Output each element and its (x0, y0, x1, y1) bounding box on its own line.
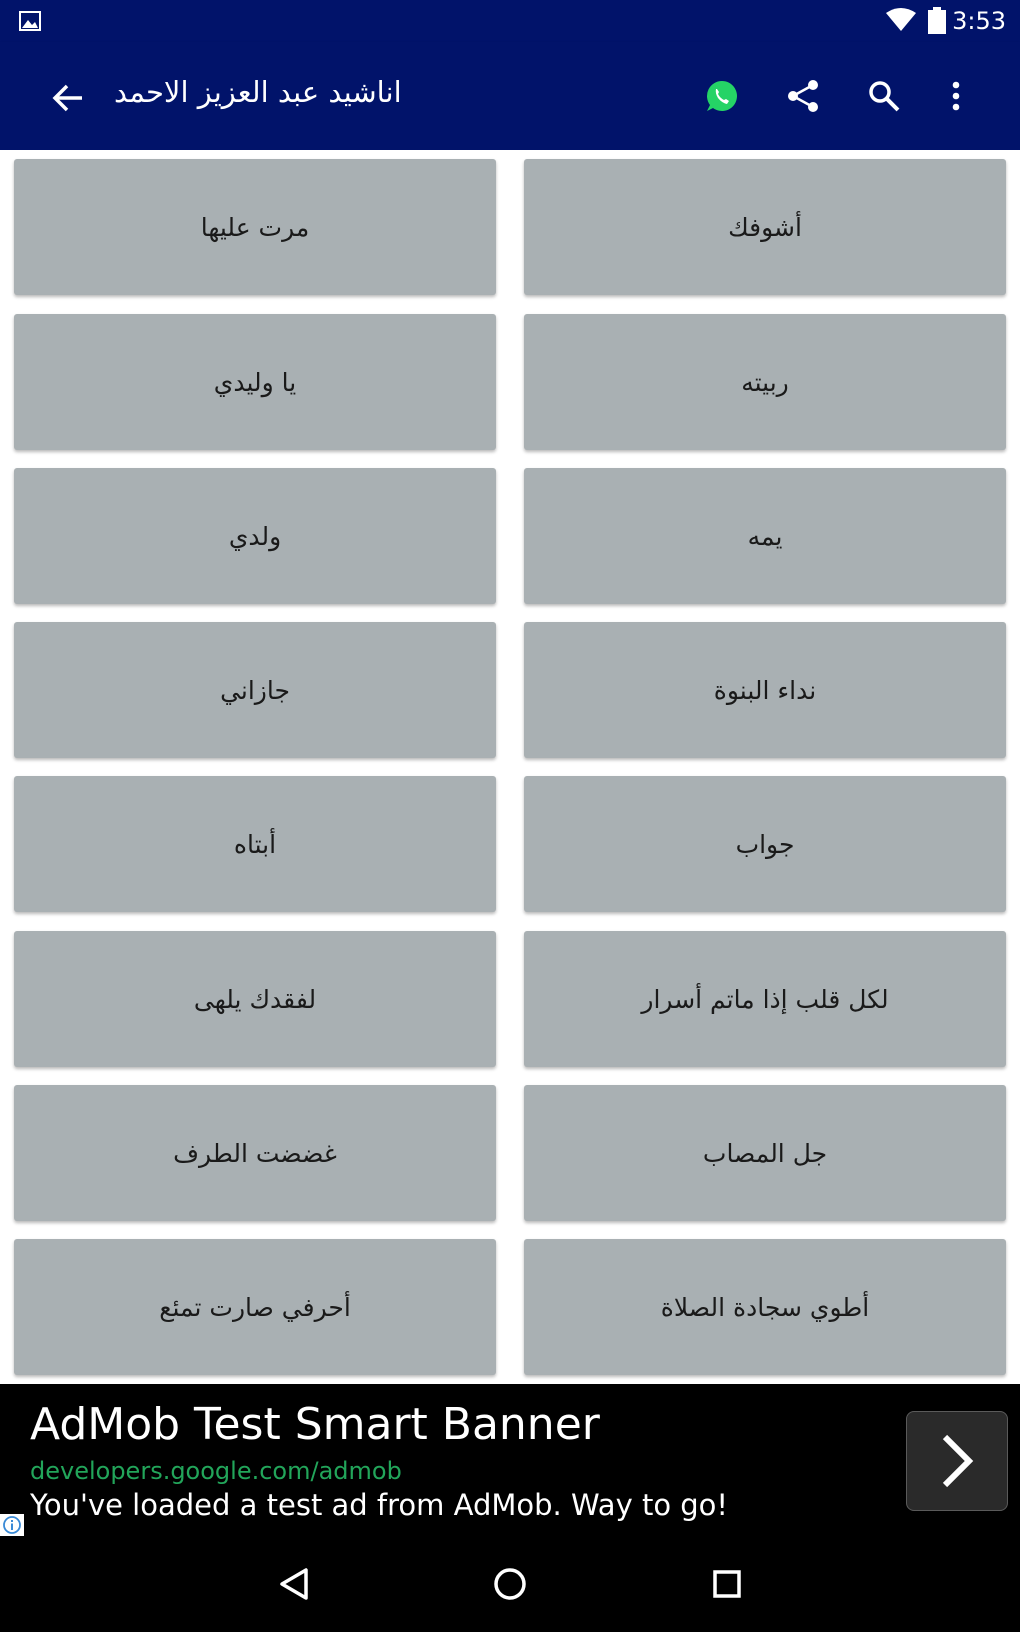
whatsapp-button[interactable] (696, 70, 748, 122)
back-button[interactable] (44, 74, 92, 122)
ad-title: AdMob Test Smart Banner (30, 1399, 600, 1450)
ad-description: You've loaded a test ad from AdMob. Way to go! (30, 1488, 729, 1522)
song-title: مرت عليها (200, 212, 310, 242)
overflow-menu-button[interactable] (930, 70, 982, 122)
song-card[interactable] (14, 931, 496, 1067)
song-card[interactable] (524, 159, 1006, 295)
song-card[interactable] (524, 1239, 1006, 1375)
status-clock: 3:53 (952, 7, 1006, 35)
system-nav-bar (0, 1536, 1020, 1632)
chevron-right-icon (937, 1433, 977, 1489)
song-card[interactable] (14, 159, 496, 295)
song-title: ربيته (741, 367, 789, 397)
song-grid (0, 150, 1020, 1384)
info-icon (2, 1515, 22, 1535)
app-bar (0, 42, 1020, 150)
song-title: أبتاه (233, 829, 277, 859)
ad-open-button[interactable] (906, 1411, 1008, 1511)
song-title: أشوفك (728, 212, 802, 242)
song-title: يا وليدي (213, 367, 297, 397)
song-title: أحرفي صارت تمئع (159, 1292, 351, 1322)
song-title: لكل قلب إذا ماتم أسرار (641, 984, 889, 1014)
song-title: لفقدك يلهى (193, 984, 317, 1014)
ad-info-icon[interactable] (0, 1514, 24, 1536)
song-card[interactable] (14, 622, 496, 758)
song-title: جل المصاب (702, 1138, 828, 1168)
gallery-icon (19, 11, 41, 31)
nav-back-button[interactable] (266, 1558, 322, 1610)
song-card[interactable] (524, 622, 1006, 758)
back-arrow-icon (52, 84, 84, 112)
page-title: اناشيد عبد العزيز الاحمد (114, 75, 402, 109)
nav-recents-button[interactable] (699, 1558, 755, 1610)
status-bar (0, 0, 1020, 42)
search-icon (868, 80, 900, 112)
song-title: نداء البنوة (713, 675, 817, 705)
ad-banner[interactable] (0, 1384, 1020, 1536)
share-icon (786, 79, 820, 113)
battery-icon (928, 7, 946, 34)
song-title: يمه (747, 521, 783, 551)
wifi-icon (886, 8, 916, 32)
song-card[interactable] (14, 1085, 496, 1221)
back-triangle-icon (279, 1567, 309, 1601)
song-card[interactable] (524, 776, 1006, 912)
song-card[interactable] (524, 1085, 1006, 1221)
ad-url[interactable]: developers.google.com/admob (30, 1457, 402, 1485)
nav-home-button[interactable] (482, 1558, 538, 1610)
more-vert-icon (951, 81, 961, 111)
song-card[interactable] (524, 468, 1006, 604)
search-button[interactable] (858, 70, 910, 122)
song-title: جواب (735, 829, 795, 859)
share-button[interactable] (777, 70, 829, 122)
recents-square-icon (712, 1569, 742, 1599)
song-title: أطوي سجادة الصلاة (660, 1292, 870, 1322)
song-title: ولدي (228, 521, 282, 551)
home-circle-icon (493, 1567, 527, 1601)
song-card[interactable] (524, 931, 1006, 1067)
song-card[interactable] (14, 314, 496, 450)
song-card[interactable] (14, 1239, 496, 1375)
song-title: غضضت الطرف (173, 1138, 337, 1168)
song-card[interactable] (14, 776, 496, 912)
song-title: جازاني (220, 675, 290, 705)
whatsapp-icon (705, 79, 739, 113)
song-card[interactable] (524, 314, 1006, 450)
song-card[interactable] (14, 468, 496, 604)
